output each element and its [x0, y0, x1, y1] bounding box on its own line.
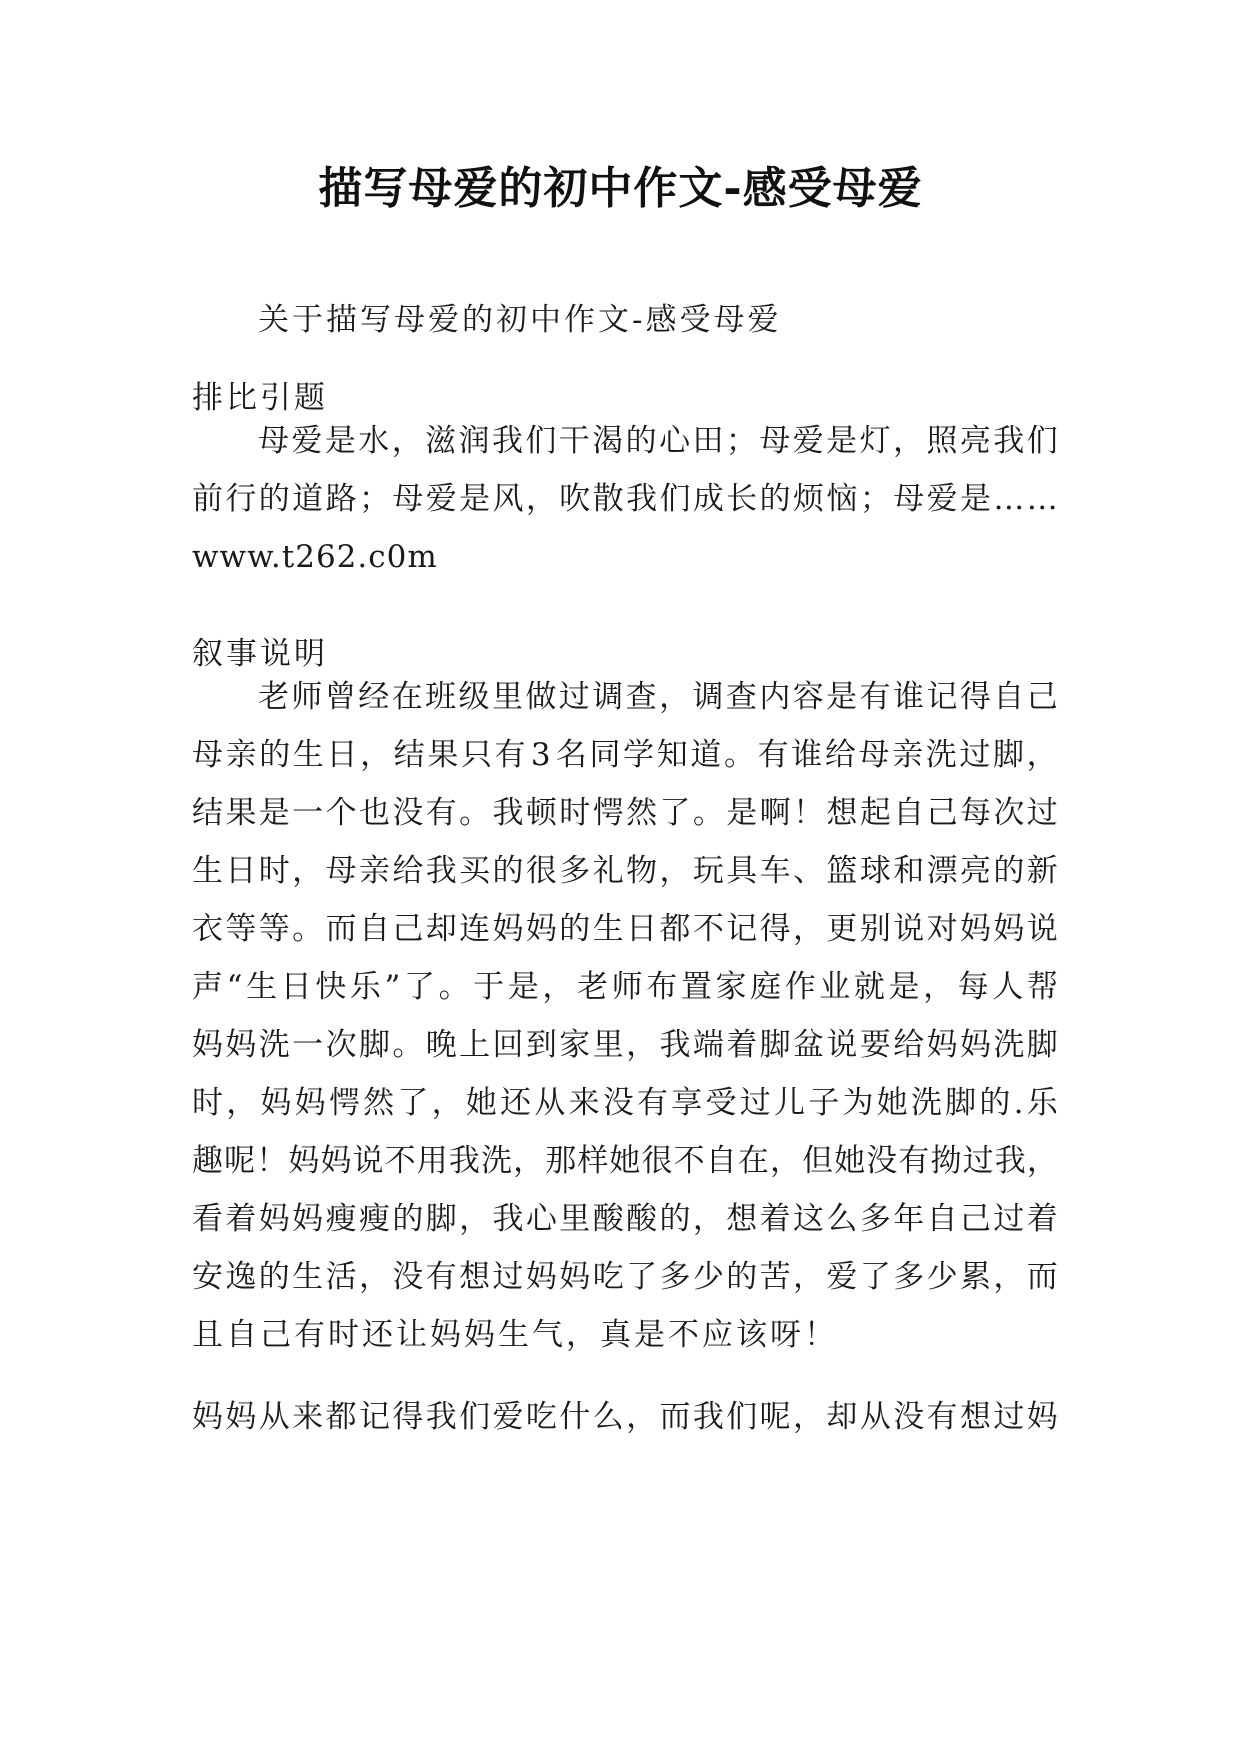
paragraph-line: 趣 呢 ！ 妈 妈 说 不 用 我 洗 ， 那 样 她 很 不 自 在 ， 但 她 没 有 拗 过 我 ，: [192, 1143, 1058, 1179]
paragraph-narrative: [192, 668, 1058, 1364]
paragraph-line: 看 着 妈 妈 瘦 瘦 的 脚 ， 我 心 里 酸 酸 的 ， 想 着 这 么 多 年 自 己 过 着: [192, 1201, 1058, 1237]
paragraph-line: 妈 妈 洗 一 次 脚 。 晚 上 回 到 家 里 ， 我 端 着 脚 盆 说 要 给 妈 妈 洗 脚: [192, 1027, 1058, 1063]
paragraph-line: 安 逸 的 生 活 ， 没 有 想 过 妈 妈 吃 了 多 少 的 苦 ， 爱 了 多 少 累 ， 而: [192, 1259, 1058, 1295]
paragraph-line: 妈 妈 从 来 都 记 得 我 们 爱 吃 什 么 ， 而 我 们 呢 ， 却 从 没 有 想 过 妈: [192, 1399, 1058, 1435]
paragraph-line-last: 且自己有时还让妈妈生气，真是不应该呀！: [192, 1317, 838, 1353]
website-url-text: www.t262.c0m: [192, 539, 438, 575]
paragraph-line: 生 日 时 ， 母 亲 给 我 买 的 很 多 礼 物 ， 玩 具 车 、 篮 球 和 漂 亮 的 新: [192, 853, 1058, 889]
section-heading-parallelism: 排比引题: [192, 380, 328, 416]
paragraph-line: 结 果 是 一 个 也 没 有 。 我 顿 时 愕 然 了 。 是 啊 ！ 想 起 自 己 每 次 过: [192, 795, 1058, 831]
paragraph-parallelism: [192, 412, 1058, 586]
paragraph-line: 母 爱 是 水 ， 滋 润 我 们 干 渴 的 心 田 ； 母 爱 是 灯 ， 照 亮 我 们: [258, 423, 1058, 459]
document-subtitle: 关于描写母爱的初中作文-感受母爱: [258, 302, 782, 338]
paragraph-line: 声 “ 生 日 快 乐 ” 了 。 于 是 ， 老 师 布 置 家 庭 作 业 就 是 ， 每 人 帮: [192, 969, 1058, 1005]
paragraph-line: 前 行 的 道 路 ； 母 爱 是 风 ， 吹 散 我 们 成 长 的 烦 恼 ； 母 爱 是 … …: [192, 481, 1058, 517]
paragraph-line: 母 亲 的 生 日 ， 结 果 只 有 3 名 同 学 知 道 。 有 谁 给 母 亲 洗 过 脚 ，: [192, 737, 1058, 773]
paragraph-line: 老 师 曾 经 在 班 级 里 做 过 调 查 ， 调 查 内 容 是 有 谁 记 得 自 己: [258, 679, 1058, 715]
paragraph-closing: [192, 1388, 1058, 1446]
paragraph-line: 衣 等 等 。 而 自 己 却 连 妈 妈 的 生 日 都 不 记 得 ， 更 别 说 对 妈 妈 说: [192, 911, 1058, 947]
document-title: 描写母爱的初中作文-感受母爱: [318, 163, 923, 214]
section-heading-narrative: 叙事说明: [192, 636, 328, 672]
paragraph-line: 时 ， 妈 妈 愕 然 了 ， 她 还 从 来 没 有 享 受 过 儿 子 为 她 洗 脚 的 . 乐: [192, 1085, 1058, 1121]
